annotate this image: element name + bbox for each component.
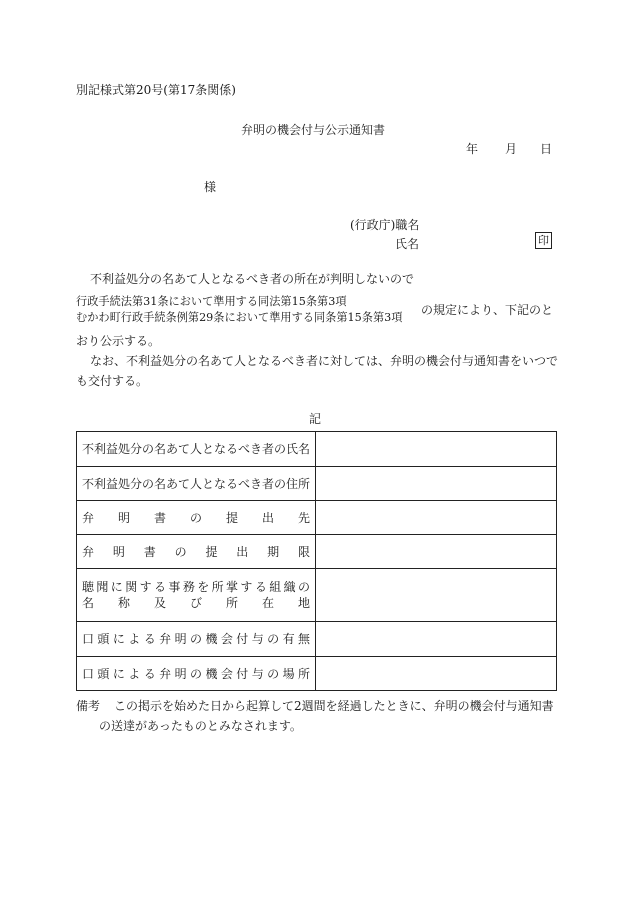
- table-label: 不利益処分の名あて人となるべき者の氏名: [77, 432, 316, 467]
- body-line-1: 不利益処分の名あて人となるべき者の所在が判明しないので: [90, 272, 415, 286]
- table-label: 口頭による弁明の機会付与の場所: [77, 657, 316, 691]
- law-option-1: 行政手続法第31条において準用する同法第15条第3項: [76, 295, 347, 308]
- table-label: 聴聞に関する事務を所掌する組織の 名称及び所在地: [77, 569, 316, 622]
- table-value-cell[interactable]: [316, 467, 557, 501]
- issuer-title: (行政庁)職名: [350, 218, 420, 232]
- body-line-2-suffix: の規定により、下記のと: [421, 303, 554, 317]
- table-row: [77, 501, 557, 535]
- addressee-suffix: 様: [204, 180, 217, 194]
- body-line-3: おり公示する。: [76, 334, 161, 348]
- date-month: 月: [505, 142, 518, 156]
- ki-heading: 記: [309, 412, 322, 426]
- table-row: [77, 569, 557, 622]
- table-value-cell[interactable]: [316, 535, 557, 569]
- remarks-line-2: の送達があったものとみなされます。: [99, 719, 302, 733]
- remarks-line-1: この掲示を始めた日から起算して2週間を経過したときに、弁明の機会付与通知書: [114, 699, 554, 713]
- form-number: 別記様式第20号(第17条関係): [76, 83, 236, 97]
- date-year: 年: [466, 142, 479, 156]
- date-day: 日: [540, 142, 553, 156]
- table-label: 弁明書の提出先: [77, 501, 316, 535]
- seal-mark: 印: [535, 232, 552, 249]
- table-label: 弁明書の提出期限: [77, 535, 316, 569]
- table-value-cell[interactable]: [316, 622, 557, 657]
- table-value-cell[interactable]: [316, 432, 557, 467]
- table-row: [77, 535, 557, 569]
- table-value-cell[interactable]: [316, 501, 557, 535]
- law-option-2: むかわ町行政手続条例第29条において準用する同条第15条第3項: [76, 311, 403, 324]
- table-label: 不利益処分の名あて人となるべき者の住所: [77, 467, 316, 501]
- document-title: 弁明の機会付与公示通知書: [241, 123, 386, 137]
- table-row: [77, 622, 557, 657]
- notice-table: [76, 431, 557, 691]
- table-row: [77, 657, 557, 691]
- table-value-cell[interactable]: [316, 569, 557, 622]
- remarks-label: 備考: [76, 699, 101, 713]
- body-line-4: なお、不利益処分の名あて人となるべき者に対しては、弁明の機会付与通知書をいつで: [90, 354, 559, 368]
- table-label: 口頭による弁明の機会付与の有無: [77, 622, 316, 657]
- table-row: [77, 467, 557, 501]
- issuer-name-label: 氏名: [395, 237, 420, 251]
- table-value-cell[interactable]: [316, 657, 557, 691]
- body-line-5: も交付する。: [76, 374, 149, 388]
- table-row: [77, 432, 557, 467]
